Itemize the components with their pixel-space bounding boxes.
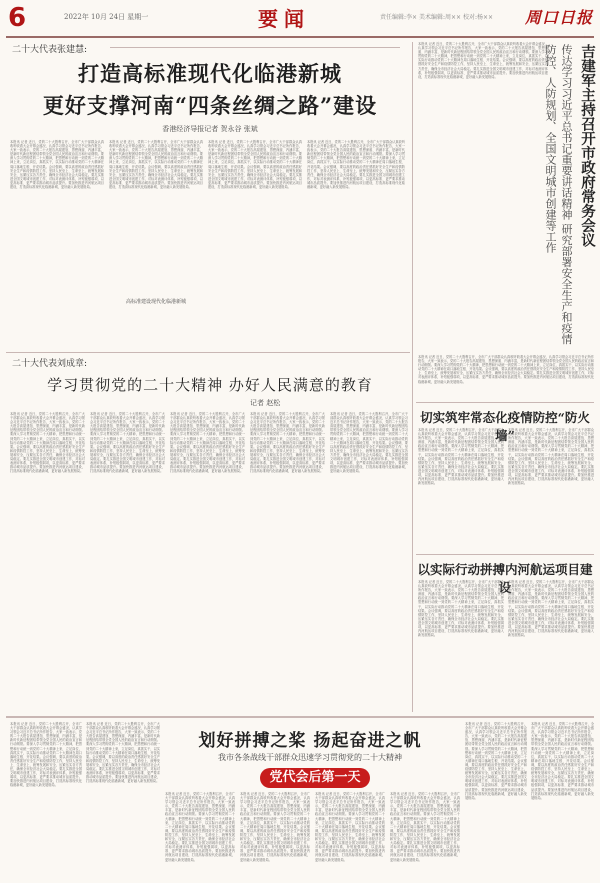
article6-col5: 本报讯 记者 近日，党的二十大胜利召开，全市广大干部群众认真收听收看大会开幕会盛况，认真学习领会习近平总书记所作报告，大家一致表示，党的二十大报告高屋建瓴、思想深邃、内涵丰富，是新时代新征程团结带领全党全国人民的政治宣言和行动纲领。要深入学习贯彻党的二十大精神，把思想和行动统一到党的二十大精神上来，立足岗位，真抓实干，以实际行动推动党的二十大精神在周口落地生根、开花结果。会议强调，要以高度的政治责任感抓好安全生产和疫情防控工作，坚持人民至上、生命至上，统筹发展和安全，压紧压实各方责任，确保全市经济社会大局稳定。要扎实推进全国文明城市创建工作，对标对表测评体系，补短板强弱项，以更高标准、更严要求推动城市品质提升。要加快推进内河航运项目建设，打造高标准现代化临港新城，更好融入新发展格局。 bbox=[315, 792, 385, 862]
article3-subtitle: 传达学习习近平总书记重要讲话精神 研究部署安全生产和疫情防控、人防规划、全国文明城市创建等工作 bbox=[544, 44, 573, 345]
article6-col4: 本报讯 记者 近日，党的二十大胜利召开，全市广大干部群众认真收听收看大会开幕会盛况，认真学习领会习近平总书记所作报告，大家一致表示，党的二十大报告高屋建瓴、思想深邃、内涵丰富，是新时代新征程团结带领全党全国人民的政治宣言和行动纲领。要深入学习贯彻党的二十大精神，把思想和行动统一到党的二十大精神上来，立足岗位，真抓实干，以实际行动推动党的二十大精神在周口落地生根、开花结果。会议强调，要以高度的政治责任感抓好安全生产和疫情防控工作，坚持人民至上、生命至上，统筹发展和安全，压紧压实各方责任，确保全市经济社会大局稳定。要扎实推进全国文明城市创建工作，对标对表测评体系，补短板强弱项，以更高标准、更严要求推动城市品质提升。要加快推进内河航运项目建设，打造高标准现代化临港新城，更好融入新发展格局。 bbox=[240, 792, 310, 862]
article2-col1: 本报讯 记者 近日，党的二十大胜利召开，全市广大干部群众认真收听收看大会开幕会盛况，认真学习领会习近平总书记所作报告，大家一致表示，党的二十大报告高屋建瓴、思想深邃、内涵丰富，是新时代新征程团结带领全党全国人民的政治宣言和行动纲领。要深入学习贯彻党的二十大精神，把思想和行动统一到党的二十大精神上来，立足岗位，真抓实干，以实际行动推动党的二十大精神在周口落地生根、开花结果。会议强调，要以高度的政治责任感抓好安全生产和疫情防控工作，坚持人民至上、生命至上，统筹发展和安全，压紧压实各方责任，确保全市经济社会大局稳定。要扎实推进全国文明城市创建工作，对标对表测评体系，补短板强弱项，以更高标准、更严要求推动城市品质提升。要加快推进内河航运项目建设，打造高标准现代化临港新城，更好融入新发展格局。 bbox=[10, 412, 85, 474]
article2-col2: 本报讯 记者 近日，党的二十大胜利召开，全市广大干部群众认真收听收看大会开幕会盛况，认真学习领会习近平总书记所作报告，大家一致表示，党的二十大报告高屋建瓴、思想深邃、内涵丰富，是新时代新征程团结带领全党全国人民的政治宣言和行动纲领。要深入学习贯彻党的二十大精神，把思想和行动统一到党的二十大精神上来，立足岗位，真抓实干，以实际行动推动党的二十大精神在周口落地生根、开花结果。会议强调，要以高度的政治责任感抓好安全生产和疫情防控工作，坚持人民至上、生命至上，统筹发展和安全，压紧压实各方责任，确保全市经济社会大局稳定。要扎实推进全国文明城市创建工作，对标对表测评体系，补短板强弱项，以更高标准、更严要求推动城市品质提升。要加快推进内河航运项目建设，打造高标准现代化临港新城，更好融入新发展格局。 bbox=[90, 412, 165, 474]
article6-col8: 本报讯 记者 近日，党的二十大胜利召开，全市广大干部群众认真收听收看大会开幕会盛况，认真学习领会习近平总书记所作报告，大家一致表示，党的二十大报告高屋建瓴、思想深邃、内涵丰富，是新时代新征程团结带领全党全国人民的政治宣言和行动纲领。要深入学习贯彻党的二十大精神，把思想和行动统一到党的二十大精神上来，立足岗位，真抓实干，以实际行动推动党的二十大精神在周口落地生根、开花结果。会议强调，要以高度的政治责任感抓好安全生产和疫情防控工作，坚持人民至上、生命至上，统筹发展和安全，压紧压实各方责任，确保全市经济社会大局稳定。要扎实推进全国文明城市创建工作，对标对表测评体系，补短板强弱项，以更高标准、更严要求推动城市品质提升。要加快推进内河航运项目建设，打造高标准现代化临港新城，更好融入新发展格局。 bbox=[531, 722, 594, 800]
article1-col4: 本报讯 记者 近日，党的二十大胜利召开，全市广大干部群众认真收听收看大会开幕会盛况，认真学习领会习近平总书记所作报告，大家一致表示，党的二十大报告高屋建瓴、思想深邃、内涵丰富，是新时代新征程团结带领全党全国人民的政治宣言和行动纲领。要深入学习贯彻党的二十大精神，把思想和行动统一到党的二十大精神上来，立足岗位，真抓实干，以实际行动推动党的二十大精神在周口落地生根、开花结果。会议强调，要以高度的政治责任感抓好安全生产和疫情防控工作，坚持人民至上、生命至上，统筹发展和安全，压紧压实各方责任，确保全市经济社会大局稳定。要扎实推进全国文明城市创建工作，对标对表测评体系，补短板强弱项，以更高标准、更严要求推动城市品质提升。要加快推进内河航运项目建设，打造高标准现代化临港新城，更好融入新发展格局。 bbox=[307, 140, 405, 190]
article6-col2: 本报讯 记者 近日，党的二十大胜利召开，全市广大干部群众认真收听收看大会开幕会盛况，认真学习领会习近平总书记所作报告，大家一致表示，党的二十大报告高屋建瓴、思想深邃、内涵丰富，是新时代新征程团结带领全党全国人民的政治宣言和行动纲领。要深入学习贯彻党的二十大精神，把思想和行动统一到党的二十大精神上来，立足岗位，真抓实干，以实际行动推动党的二十大精神在周口落地生根、开花结果。会议强调，要以高度的政治责任感抓好安全生产和疫情防控工作，坚持人民至上、生命至上，统筹发展和安全，压紧压实各方责任，确保全市经济社会大局稳定。要扎实推进全国文明城市创建工作，对标对表测评体系，补短板强弱项，以更高标准、更严要求推动城市品质提升。要加快推进内河航运项目建设，打造高标准现代化临港新城，更好融入新发展格局。 bbox=[86, 722, 160, 784]
article2-kicker: 二十大代表刘成章: bbox=[12, 359, 88, 369]
article4-bottom-rule bbox=[416, 554, 594, 555]
article3-title: 吉建军主持召开市政府常务会议 bbox=[579, 44, 596, 247]
article1-subhead: 高标准建设现代化临港新城 bbox=[125, 299, 186, 305]
article1-byline: 香港经济导报记者 贺永谷 张斌 bbox=[162, 125, 258, 133]
article5-col1: 本报讯 记者 近日，党的二十大胜利召开，全市广大干部群众认真收听收看大会开幕会盛况，认真学习领会习近平总书记所作报告，大家一致表示，党的二十大报告高屋建瓴、思想深邃、内涵丰富，是新时代新征程团结带领全党全国人民的政治宣言和行动纲领。要深入学习贯彻党的二十大精神，把思想和行动统一到党的二十大精神上来，立足岗位，真抓实干，以实际行动推动党的二十大精神在周口落地生根、开花结果。会议强调，要以高度的政治责任感抓好安全生产和疫情防控工作，坚持人民至上、生命至上，统筹发展和安全，压紧压实各方责任，确保全市经济社会大局稳定。要扎实推进全国文明城市创建工作，对标对表测评体系，补短板强弱项，以更高标准、更严要求推动城市品质提升。要加快推进内河航运项目建设，打造高标准现代化临港新城，更好融入新发展格局。 bbox=[418, 580, 504, 638]
article6-col6: 本报讯 记者 近日，党的二十大胜利召开，全市广大干部群众认真收听收看大会开幕会盛况，认真学习领会习近平总书记所作报告，大家一致表示，党的二十大报告高屋建瓴、思想深邃、内涵丰富，是新时代新征程团结带领全党全国人民的政治宣言和行动纲领。要深入学习贯彻党的二十大精神，把思想和行动统一到党的二十大精神上来，立足岗位，真抓实干，以实际行动推动党的二十大精神在周口落地生根、开花结果。会议强调，要以高度的政治责任感抓好安全生产和疫情防控工作，坚持人民至上、生命至上，统筹发展和安全，压紧压实各方责任，确保全市经济社会大局稳定。要扎实推进全国文明城市创建工作，对标对表测评体系，补短板强弱项，以更高标准、更严要求推动城市品质提升。要加快推进内河航运项目建设，打造高标准现代化临港新城，更好融入新发展格局。 bbox=[390, 792, 460, 862]
article3-col1: 本报讯 记者 近日，党的二十大胜利召开，全市广大干部群众认真收听收看大会开幕会盛况，认真学习领会习近平总书记所作报告，大家一致表示，党的二十大报告高屋建瓴、思想深邃、内涵丰富，是新时代新征程团结带领全党全国人民的政治宣言和行动纲领。要深入学习贯彻党的二十大精神，把思想和行动统一到党的二十大精神上来，立足岗位，真抓实干，以实际行动推动党的二十大精神在周口落地生根、开花结果。会议强调，要以高度的政治责任感抓好安全生产和疫情防控工作，坚持人民至上、生命至上，统筹发展和安全，压紧压实各方责任，确保全市经济社会大局稳定。要扎实推进全国文明城市创建工作，对标对表测评体系，补短板强弱项，以更高标准、更严要求推动城市品质提升。要加快推进内河航运项目建设，打造高标准现代化临港新城，更好融入新发展格局。 bbox=[418, 42, 548, 79]
article1-col3: 本报讯 记者 近日，党的二十大胜利召开，全市广大干部群众认真收听收看大会开幕会盛况，认真学习领会习近平总书记所作报告，大家一致表示，党的二十大报告高屋建瓴、思想深邃、内涵丰富，是新时代新征程团结带领全党全国人民的政治宣言和行动纲领。要深入学习贯彻党的二十大精神，把思想和行动统一到党的二十大精神上来，立足岗位，真抓实干，以实际行动推动党的二十大精神在周口落地生根、开花结果。会议强调，要以高度的政治责任感抓好安全生产和疫情防控工作，坚持人民至上、生命至上，统筹发展和安全，压紧压实各方责任，确保全市经济社会大局稳定。要扎实推进全国文明城市创建工作，对标对表测评体系，补短板强弱项，以更高标准、更严要求推动城市品质提升。要加快推进内河航运项目建设，打造高标准现代化临港新城，更好融入新发展格局。 bbox=[208, 140, 302, 190]
article1-col2: 本报讯 记者 近日，党的二十大胜利召开，全市广大干部群众认真收听收看大会开幕会盛况，认真学习领会习近平总书记所作报告，大家一致表示，党的二十大报告高屋建瓴、思想深邃、内涵丰富，是新时代新征程团结带领全党全国人民的政治宣言和行动纲领。要深入学习贯彻党的二十大精神，把思想和行动统一到党的二十大精神上来，立足岗位，真抓实干，以实际行动推动党的二十大精神在周口落地生根、开花结果。会议强调，要以高度的政治责任感抓好安全生产和疫情防控工作，坚持人民至上、生命至上，统筹发展和安全，压紧压实各方责任，确保全市经济社会大局稳定。要扎实推进全国文明城市创建工作，对标对表测评体系，补短板强弱项，以更高标准、更严要求推动城市品质提升。要加快推进内河航运项目建设，打造高标准现代化临港新城，更好融入新发展格局。 bbox=[109, 140, 203, 190]
article2-col5: 本报讯 记者 近日，党的二十大胜利召开，全市广大干部群众认真收听收看大会开幕会盛况，认真学习领会习近平总书记所作报告，大家一致表示，党的二十大报告高屋建瓴、思想深邃、内涵丰富，是新时代新征程团结带领全党全国人民的政治宣言和行动纲领。要深入学习贯彻党的二十大精神，把思想和行动统一到党的二十大精神上来，立足岗位，真抓实干，以实际行动推动党的二十大精神在周口落地生根、开花结果。会议强调，要以高度的政治责任感抓好安全生产和疫情防控工作，坚持人民至上、生命至上，统筹发展和安全，压紧压实各方责任，确保全市经济社会大局稳定。要扎实推进全国文明城市创建工作，对标对表测评体系，补短板强弱项，以更高标准、更严要求推动城市品质提升。要加快推进内河航运项目建设，打造高标准现代化临港新城，更好融入新发展格局。 bbox=[330, 412, 408, 474]
article2-col3: 本报讯 记者 近日，党的二十大胜利召开，全市广大干部群众认真收听收看大会开幕会盛况，认真学习领会习近平总书记所作报告，大家一致表示，党的二十大报告高屋建瓴、思想深邃、内涵丰富，是新时代新征程团结带领全党全国人民的政治宣言和行动纲领。要深入学习贯彻党的二十大精神，把思想和行动统一到党的二十大精神上来，立足岗位，真抓实干，以实际行动推动党的二十大精神在周口落地生根、开花结果。会议强调，要以高度的政治责任感抓好安全生产和疫情防控工作，坚持人民至上、生命至上，统筹发展和安全，压紧压实各方责任，确保全市经济社会大局稳定。要扎实推进全国文明城市创建工作，对标对表测评体系，补短板强弱项，以更高标准、更严要求推动城市品质提升。要加快推进内河航运项目建设，打造高标准现代化临港新城，更好融入新发展格局。 bbox=[170, 412, 245, 474]
article6-col7: 本报讯 记者 近日，党的二十大胜利召开，全市广大干部群众认真收听收看大会开幕会盛况，认真学习领会习近平总书记所作报告，大家一致表示，党的二十大报告高屋建瓴、思想深邃、内涵丰富，是新时代新征程团结带领全党全国人民的政治宣言和行动纲领。要深入学习贯彻党的二十大精神，把思想和行动统一到党的二十大精神上来，立足岗位，真抓实干，以实际行动推动党的二十大精神在周口落地生根、开花结果。会议强调，要以高度的政治责任感抓好安全生产和疫情防控工作，坚持人民至上、生命至上，统筹发展和安全，压紧压实各方责任，确保全市经济社会大局稳定。要扎实推进全国文明城市创建工作，对标对表测评体系，补短板强弱项，以更高标准、更严要求推动城市品质提升。要加快推进内河航运项目建设，打造高标准现代化临港新城，更好融入新发展格局。 bbox=[465, 722, 527, 800]
article1-col1: 本报讯 记者 近日，党的二十大胜利召开，全市广大干部群众认真收听收看大会开幕会盛况，认真学习领会习近平总书记所作报告，大家一致表示，党的二十大报告高屋建瓴、思想深邃、内涵丰富，是新时代新征程团结带领全党全国人民的政治宣言和行动纲领。要深入学习贯彻党的二十大精神，把思想和行动统一到党的二十大精神上来，立足岗位，真抓实干，以实际行动推动党的二十大精神在周口落地生根、开花结果。会议强调，要以高度的政治责任感抓好安全生产和疫情防控工作，坚持人民至上、生命至上，统筹发展和安全，压紧压实各方责任，确保全市经济社会大局稳定。要扎实推进全国文明城市创建工作，对标对表测评体系，补短板强弱项，以更高标准、更严要求推动城市品质提升。要加快推进内河航运项目建设，打造高标准现代化临港新城，更好融入新发展格局。 bbox=[10, 140, 104, 190]
article5-col2: 本报讯 记者 近日，党的二十大胜利召开，全市广大干部群众认真收听收看大会开幕会盛况，认真学习领会习近平总书记所作报告，大家一致表示，党的二十大报告高屋建瓴、思想深邃、内涵丰富，是新时代新征程团结带领全党全国人民的政治宣言和行动纲领。要深入学习贯彻党的二十大精神，把思想和行动统一到党的二十大精神上来，立足岗位，真抓实干，以实际行动推动党的二十大精神在周口落地生根、开花结果。会议强调，要以高度的政治责任感抓好安全生产和疫情防控工作，坚持人民至上、生命至上，统筹发展和安全，压紧压实各方责任，确保全市经济社会大局稳定。要扎实推进全国文明城市创建工作，对标对表测评体系，补短板强弱项，以更高标准、更严要求推动城市品质提升。要加快推进内河航运项目建设，打造高标准现代化临港新城，更好融入新发展格局。 bbox=[508, 580, 594, 638]
article3-col2: 本报讯 记者 近日，党的二十大胜利召开，全市广大干部群众认真收听收看大会开幕会盛况，认真学习领会习近平总书记所作报告，大家一致表示，党的二十大报告高屋建瓴、思想深邃、内涵丰富，是新时代新征程团结带领全党全国人民的政治宣言和行动纲领。要深入学习贯彻党的二十大精神，把思想和行动统一到党的二十大精神上来，立足岗位，真抓实干，以实际行动推动党的二十大精神在周口落地生根、开花结果。会议强调，要以高度的政治责任感抓好安全生产和疫情防控工作，坚持人民至上、生命至上，统筹发展和安全，压紧压实各方责任，确保全市经济社会大局稳定。要扎实推进全国文明城市创建工作，对标对表测评体系，补短板强弱项，以更高标准、更严要求推动城市品质提升。要加快推进内河航运项目建设，打造高标准现代化临港新城，更好融入新发展格局。 bbox=[418, 355, 594, 384]
article4-col2: 本报讯 记者 近日，党的二十大胜利召开，全市广大干部群众认真收听收看大会开幕会盛况，认真学习领会习近平总书记所作报告，大家一致表示，党的二十大报告高屋建瓴、思想深邃、内涵丰富，是新时代新征程团结带领全党全国人民的政治宣言和行动纲领。要深入学习贯彻党的二十大精神，把思想和行动统一到党的二十大精神上来，立足岗位，真抓实干，以实际行动推动党的二十大精神在周口落地生根、开花结果。会议强调，要以高度的政治责任感抓好安全生产和疫情防控工作，坚持人民至上、生命至上，统筹发展和安全，压紧压实各方责任，确保全市经济社会大局稳定。要扎实推进全国文明城市创建工作，对标对表测评体系，补短板强弱项，以更高标准、更严要求推动城市品质提升。要加快推进内河航运项目建设，打造高标准现代化临港新城，更好融入新发展格局。 bbox=[508, 428, 594, 486]
header-rule bbox=[6, 36, 594, 38]
article6-col3: 本报讯 记者 近日，党的二十大胜利召开，全市广大干部群众认真收听收看大会开幕会盛况，认真学习领会习近平总书记所作报告，大家一致表示，党的二十大报告高屋建瓴、思想深邃、内涵丰富，是新时代新征程团结带领全党全国人民的政治宣言和行动纲领。要深入学习贯彻党的二十大精神，把思想和行动统一到党的二十大精神上来，立足岗位，真抓实干，以实际行动推动党的二十大精神在周口落地生根、开花结果。会议强调，要以高度的政治责任感抓好安全生产和疫情防控工作，坚持人民至上、生命至上，统筹发展和安全，压紧压实各方责任，确保全市经济社会大局稳定。要扎实推进全国文明城市创建工作，对标对表测评体系，补短板强弱项，以更高标准、更严要求推动城市品质提升。要加快推进内河航运项目建设，打造高标准现代化临港新城，更好融入新发展格局。 bbox=[165, 792, 235, 862]
article5-title: 以实际行动拼搏内河航运项目建设 bbox=[417, 562, 593, 595]
kicker-rule bbox=[110, 47, 400, 48]
article6-top-rule bbox=[6, 716, 594, 718]
section-title: 要闻 bbox=[258, 7, 310, 31]
article1-kicker: 二十大代表张建慧: bbox=[12, 45, 88, 55]
editor-credits: 责任编辑:李× 美术编辑:周×× 校对:杨×× bbox=[380, 14, 494, 21]
article4-col1: 本报讯 记者 近日，党的二十大胜利召开，全市广大干部群众认真收听收看大会开幕会盛况，认真学习领会习近平总书记所作报告，大家一致表示，党的二十大报告高屋建瓴、思想深邃、内涵丰富，是新时代新征程团结带领全党全国人民的政治宣言和行动纲领。要深入学习贯彻党的二十大精神，把思想和行动统一到党的二十大精神上来，立足岗位，真抓实干，以实际行动推动党的二十大精神在周口落地生根、开花结果。会议强调，要以高度的政治责任感抓好安全生产和疫情防控工作，坚持人民至上、生命至上，统筹发展和安全，压紧压实各方责任，确保全市经济社会大局稳定。要扎实推进全国文明城市创建工作，对标对表测评体系，补短板强弱项，以更高标准、更严要求推动城市品质提升。要加快推进内河航运项目建设，打造高标准现代化临港新城，更好融入新发展格局。 bbox=[418, 428, 504, 486]
article2-col4: 本报讯 记者 近日，党的二十大胜利召开，全市广大干部群众认真收听收看大会开幕会盛况，认真学习领会习近平总书记所作报告，大家一致表示，党的二十大报告高屋建瓴、思想深邃、内涵丰富，是新时代新征程团结带领全党全国人民的政治宣言和行动纲领。要深入学习贯彻党的二十大精神，把思想和行动统一到党的二十大精神上来，立足岗位，真抓实干，以实际行动推动党的二十大精神在周口落地生根、开花结果。会议强调，要以高度的政治责任感抓好安全生产和疫情防控工作，坚持人民至上、生命至上，统筹发展和安全，压紧压实各方责任，确保全市经济社会大局稳定。要扎实推进全国文明城市创建工作，对标对表测评体系，补短板强弱项，以更高标准、更严要求推动城市品质提升。要加快推进内河航运项目建设，打造高标准现代化临港新城，更好融入新发展格局。 bbox=[250, 412, 325, 474]
page-number: 6 bbox=[8, 3, 27, 33]
article6-banner: 党代会后第一天 bbox=[260, 768, 370, 788]
article1-title-line1: 打造高标准现代化临港新城 bbox=[78, 61, 342, 86]
newspaper-logo: 周口日报 bbox=[525, 8, 594, 27]
issue-date: 2022年 10月 24日 星期一 bbox=[64, 13, 149, 21]
article6-col1: 本报讯 记者 近日，党的二十大胜利召开，全市广大干部群众认真收听收看大会开幕会盛况，认真学习领会习近平总书记所作报告，大家一致表示，党的二十大报告高屋建瓴、思想深邃、内涵丰富，是新时代新征程团结带领全党全国人民的政治宣言和行动纲领。要深入学习贯彻党的二十大精神，把思想和行动统一到党的二十大精神上来，立足岗位，真抓实干，以实际行动推动党的二十大精神在周口落地生根、开花结果。会议强调，要以高度的政治责任感抓好安全生产和疫情防控工作，坚持人民至上、生命至上，统筹发展和安全，压紧压实各方责任，确保全市经济社会大局稳定。要扎实推进全国文明城市创建工作，对标对表测评体系，补短板强弱项，以更高标准、更严要求推动城市品质提升。要加快推进内河航运项目建设，打造高标准现代化临港新城，更好融入新发展格局。 bbox=[10, 722, 82, 788]
article4-title: 切实筑牢常态化疫情防控“防火墙” bbox=[420, 410, 590, 443]
article3-bottom-rule bbox=[416, 402, 594, 403]
column-divider bbox=[412, 42, 413, 712]
article1-title-line2: 更好支撑河南“四条丝绸之路”建设 bbox=[42, 93, 378, 118]
article1-bottom-rule bbox=[6, 352, 410, 353]
article2-byline: 记者 赵松 bbox=[250, 399, 281, 407]
article2-title: 学习贯彻党的二十大精神 办好人民满意的教育 bbox=[47, 376, 373, 394]
article6-subtitle: 我市各条战线干部群众迅速学习贯彻党的二十大精神 bbox=[218, 753, 402, 762]
article6-title: 划好拼搏之桨 扬起奋进之帆 bbox=[198, 731, 422, 751]
